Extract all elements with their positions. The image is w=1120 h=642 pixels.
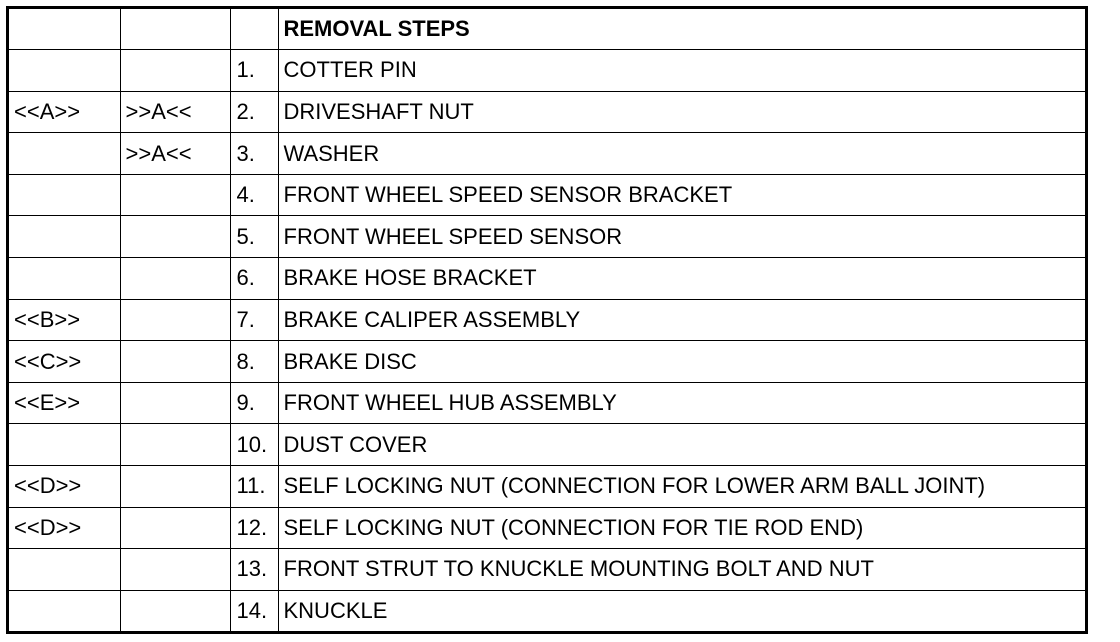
installation-ref-cell: [120, 258, 230, 300]
table-row: [9, 341, 1085, 383]
step-description-cell: DUST COVER: [278, 424, 1085, 466]
step-description-cell: KNUCKLE: [278, 590, 1085, 631]
table-row: [9, 258, 1085, 300]
step-description-cell: WASHER: [278, 133, 1085, 175]
step-number-cell: 11.: [230, 465, 278, 507]
step-number-cell: 14.: [230, 590, 278, 631]
table-row: [9, 299, 1085, 341]
step-number-cell: 10.: [230, 424, 278, 466]
step-number-cell: 12.: [230, 507, 278, 549]
step-number-cell: 13.: [230, 549, 278, 591]
header-cell-installation-ref: [120, 9, 230, 50]
installation-ref-cell: [120, 590, 230, 631]
removal-steps-table: [9, 9, 1085, 631]
removal-ref-cell: [9, 50, 120, 92]
step-number-cell: 2.: [230, 91, 278, 133]
removal-ref-cell: [9, 133, 120, 175]
step-description-cell: SELF LOCKING NUT (CONNECTION FOR TIE ROD END): [278, 507, 1085, 549]
removal-ref-cell: [9, 590, 120, 631]
table-row: [9, 50, 1085, 92]
step-number-cell: 7.: [230, 299, 278, 341]
installation-ref-cell: >>A<<: [120, 133, 230, 175]
installation-ref-cell: [120, 382, 230, 424]
step-description-cell: FRONT STRUT TO KNUCKLE MOUNTING BOLT AND NUT: [278, 549, 1085, 591]
header-cell-removal-ref: [9, 9, 120, 50]
table-row: [9, 424, 1085, 466]
step-description-cell: DRIVESHAFT NUT: [278, 91, 1085, 133]
installation-ref-cell: [120, 341, 230, 383]
removal-steps-sheet: [6, 6, 1088, 634]
table-row: [9, 465, 1085, 507]
table-row: [9, 216, 1085, 258]
header-cell-step-number: [230, 9, 278, 50]
removal-ref-cell: <<D>>: [9, 465, 120, 507]
table-row: [9, 507, 1085, 549]
step-number-cell: 4.: [230, 174, 278, 216]
installation-ref-cell: >>A<<: [120, 91, 230, 133]
step-description-cell: SELF LOCKING NUT (CONNECTION FOR LOWER ARM BALL JOINT): [278, 465, 1085, 507]
step-description-cell: FRONT WHEEL SPEED SENSOR BRACKET: [278, 174, 1085, 216]
installation-ref-cell: [120, 50, 230, 92]
table-row: [9, 133, 1085, 175]
step-description-cell: BRAKE HOSE BRACKET: [278, 258, 1085, 300]
removal-ref-cell: <<C>>: [9, 341, 120, 383]
step-number-cell: 6.: [230, 258, 278, 300]
installation-ref-cell: [120, 424, 230, 466]
table-row: [9, 549, 1085, 591]
removal-ref-cell: <<A>>: [9, 91, 120, 133]
header-removal-steps: REMOVAL STEPS: [278, 9, 1085, 50]
removal-ref-cell: [9, 424, 120, 466]
installation-ref-cell: [120, 465, 230, 507]
step-description-cell: BRAKE DISC: [278, 341, 1085, 383]
table-row: [9, 382, 1085, 424]
removal-ref-cell: <<D>>: [9, 507, 120, 549]
removal-ref-cell: [9, 216, 120, 258]
step-number-cell: 5.: [230, 216, 278, 258]
installation-ref-cell: [120, 507, 230, 549]
step-description-cell: COTTER PIN: [278, 50, 1085, 92]
step-number-cell: 1.: [230, 50, 278, 92]
table-row: [9, 91, 1085, 133]
step-number-cell: 8.: [230, 341, 278, 383]
removal-ref-cell: [9, 258, 120, 300]
table-header-row: [9, 9, 1085, 50]
installation-ref-cell: [120, 299, 230, 341]
removal-ref-cell: <<B>>: [9, 299, 120, 341]
table-row: [9, 590, 1085, 631]
step-number-cell: 3.: [230, 133, 278, 175]
installation-ref-cell: [120, 174, 230, 216]
installation-ref-cell: [120, 216, 230, 258]
step-description-cell: BRAKE CALIPER ASSEMBLY: [278, 299, 1085, 341]
step-number-cell: 9.: [230, 382, 278, 424]
removal-ref-cell: <<E>>: [9, 382, 120, 424]
installation-ref-cell: [120, 549, 230, 591]
removal-ref-cell: [9, 549, 120, 591]
step-description-cell: FRONT WHEEL SPEED SENSOR: [278, 216, 1085, 258]
step-description-cell: FRONT WHEEL HUB ASSEMBLY: [278, 382, 1085, 424]
removal-ref-cell: [9, 174, 120, 216]
table-row: [9, 174, 1085, 216]
